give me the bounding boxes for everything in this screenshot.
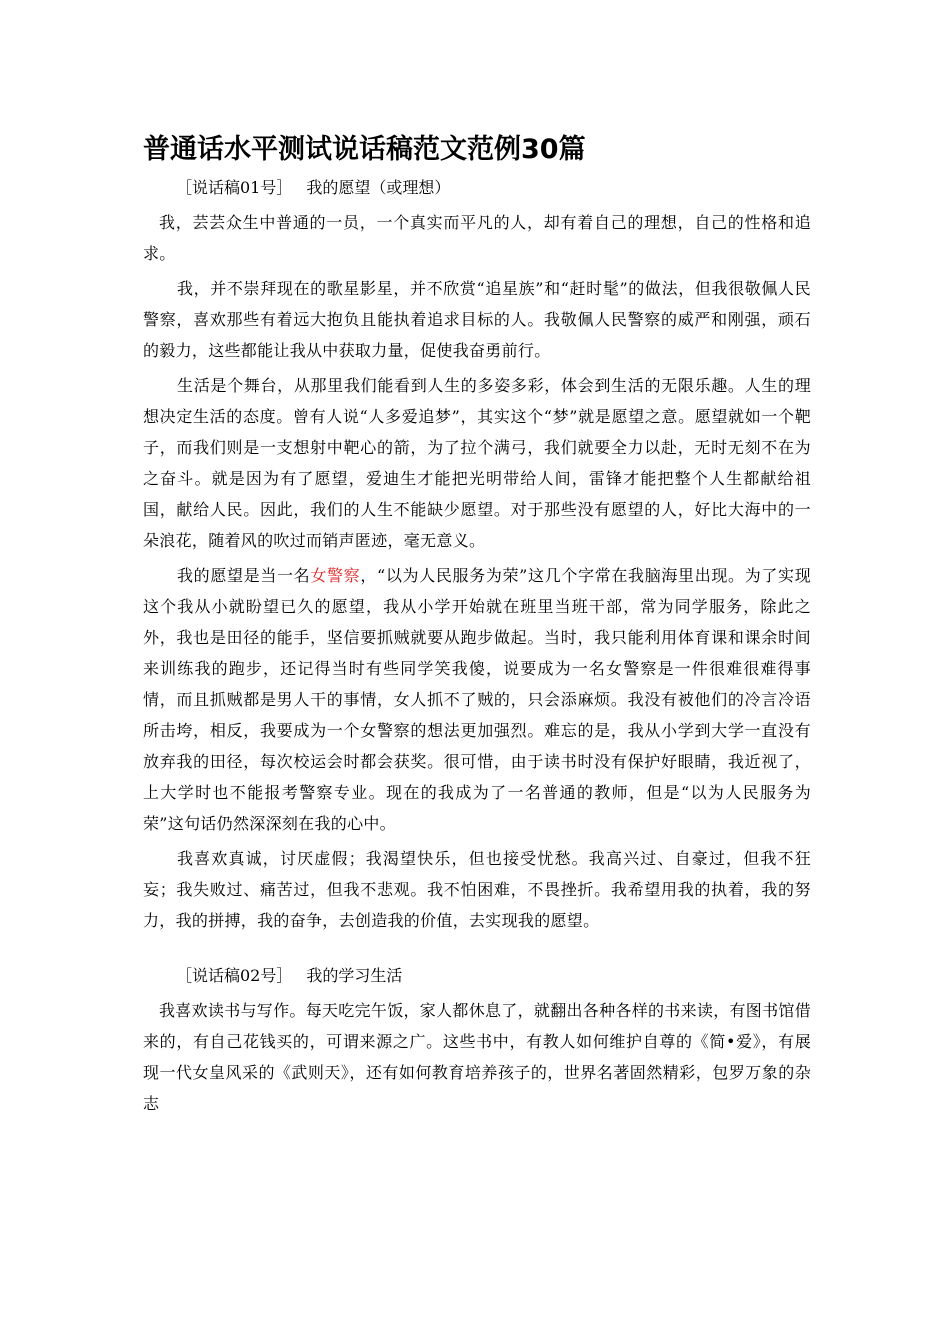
section-label: ［说话稿01号］ (176, 178, 293, 197)
paragraph-text: 我的愿望是当一名 (177, 566, 311, 585)
document-title: 普通话水平测试说话稿范文范例30篇 (143, 134, 586, 165)
section-label: ［说话稿02号］ (176, 966, 293, 985)
section-01 (143, 172, 811, 936)
highlighted-text: 女警察 (310, 566, 361, 585)
paragraph: 生活是个舞台，从那里我们能看到人生的多姿多彩，体会到生活的无限乐趣。人生的理想决定生活的态度。曾有人说“人多爱追梦”，其实这个“梦”就是愿望之意。愿望就如一个靶子，而我们则是一支想射中靶心的箭，为了拉个满弓，我们就要全力以赴，无时无刻不在为之奋斗。就是因为有了愿望，爱迪生才能把光明带给人间，雷锋才能把整个人生都献给祖国，献给人民。因此，我们的人生不能缺少愿望。对于那些没有愿望的人，好比大海中的一朵浪花，随着风的吹过而销声匿迹，毫无意义。 (143, 376, 811, 550)
section-spacer (143, 936, 811, 960)
paragraph (143, 560, 811, 839)
section-heading (143, 172, 811, 203)
paragraph: 我，并不崇拜现在的歌星影星，并不欣赏“追星族”和“赶时髦”的做法，但我很敬佩人民警察，喜欢那些有着远大抱负且能执着追求目标的人。我敬佩人民警察的威严和刚强，顽石的毅力，这些都能让我从中获取力量，促使我奋勇前行。 (143, 279, 811, 360)
paragraph-text: ，“以为人民服务为荣”这几个字常在我脑海里出现。为了实现这个我从小就盼望已久的愿望，我从小学开始就在班里当班干部，常为同学服务，除此之外，我也是田径的能手，坚信要抓贼就要从跑步做起。当时，我只能利用体育课和课余时间来训练我的跑步，还记得当时有些同学笑我傻，说要成为一名女警察是一件很难很难得事情，而且抓贼都是男人干的事情，女人抓不了贼的，只会添麻烦。我没有被他们的冷言冷语所击垮，相反，我要成为一个女警察的想法更加强烈。难忘的是，我从小学到大学一直没有放弃我的田径，每次校运会时都会获奖。很可惜，由于读书时没有保护好眼睛，我近视了，上大学时也不能报考警察专业。现在的我成为了一名普通的教师，但是“以为人民服务为荣”这句话仍然深深刻在我的心中。 (143, 566, 811, 833)
section-topic: 我的愿望（或理想） (306, 178, 451, 197)
section-topic: 我的学习生活 (306, 966, 403, 985)
section-02 (143, 960, 811, 1119)
paragraph: 我喜欢真诚，讨厌虚假；我渴望快乐，但也接受忧愁。我高兴过、自豪过，但我不狂妄；我失败过、痛苦过，但我不悲观。我不怕困难，不畏挫折。我希望用我的执着，我的努力，我的拼搏，我的奋争，去创造我的价值，去实现我的愿望。 (143, 849, 811, 930)
paragraph: 我喜欢读书与写作。每天吃完午饭，家人都休息了，就翻出各种各样的书来读，有图书馆借来的，有自己花钱买的，可谓来源之广。这些书中，有教人如何维护自尊的《简•爱》，有展现一代女皇风采的《武则天》，还有如何教育培养孩子的，世界名著固然精彩，包罗万象的杂志 (143, 1001, 812, 1113)
paragraph: 我，芸芸众生中普通的一员，一个真实而平凡的人，却有着自己的理想，自己的性格和追求。 (143, 213, 811, 263)
document-body (143, 172, 811, 1119)
section-heading (143, 960, 811, 991)
